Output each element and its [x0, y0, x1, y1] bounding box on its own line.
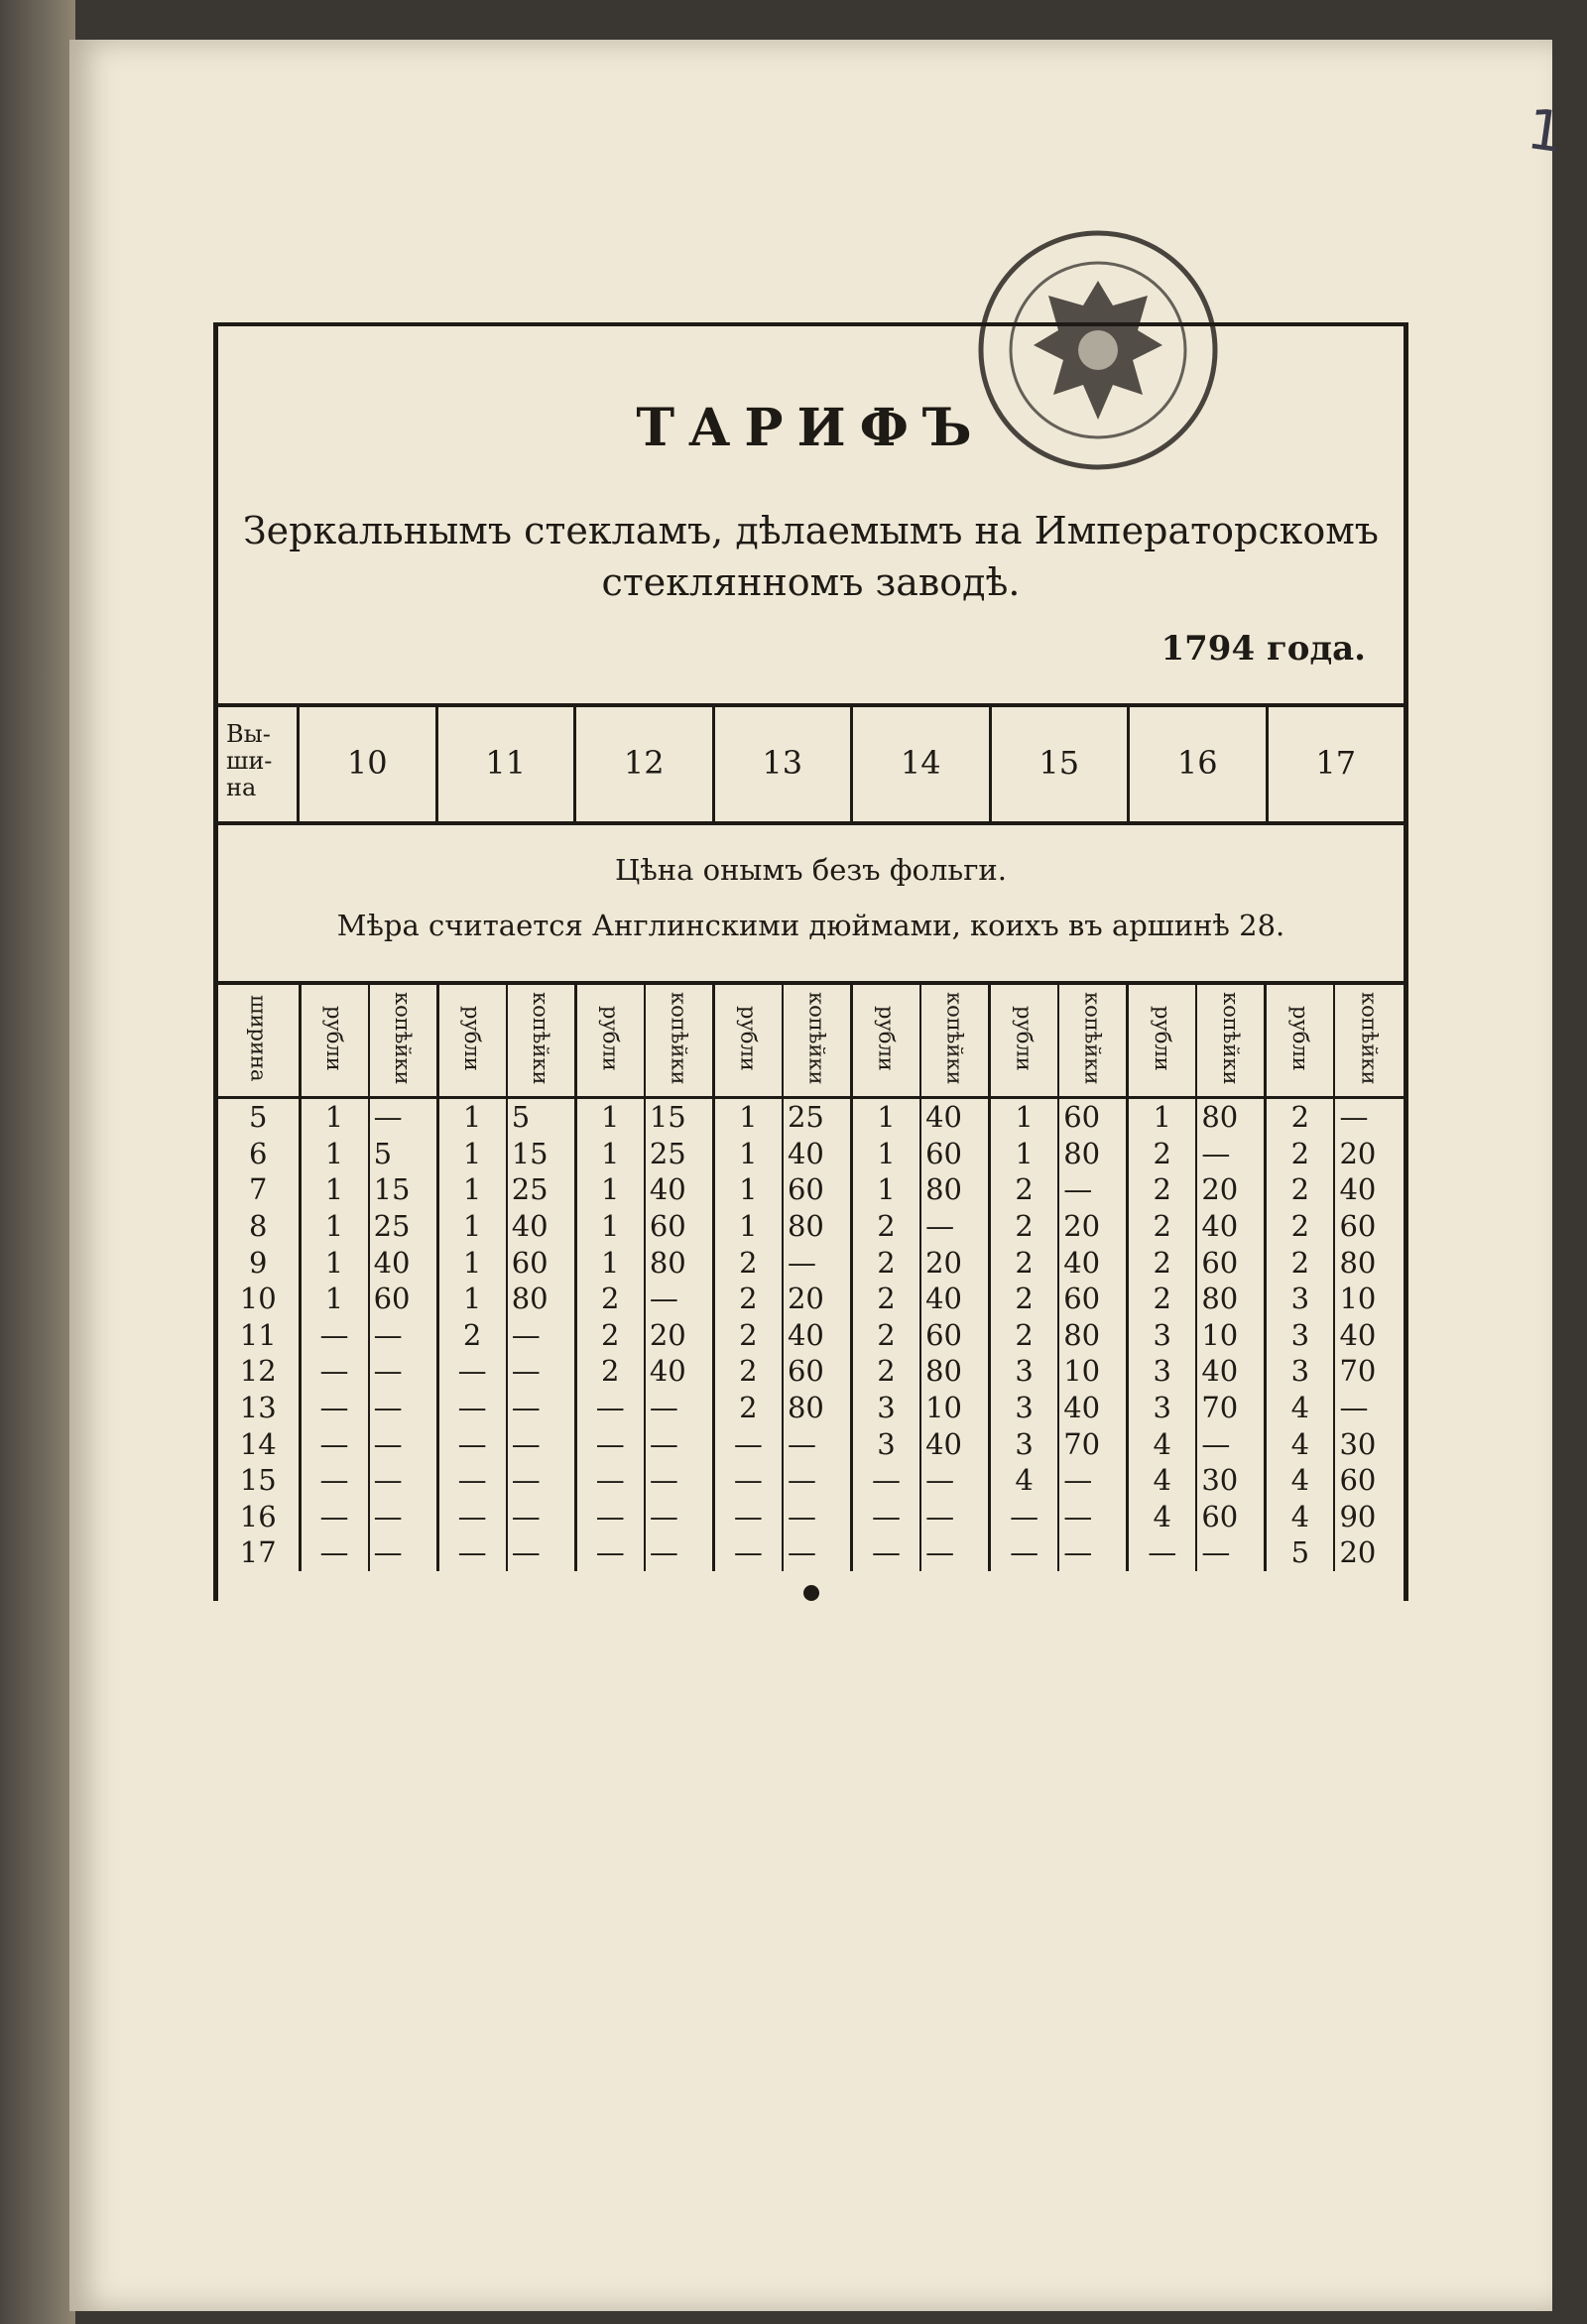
kopecks-header-label: копѣйки	[1218, 991, 1243, 1085]
kopecks-cell: 15	[645, 1098, 714, 1136]
kopecks-cell: 20	[645, 1317, 714, 1354]
rubles-cell: 4	[1266, 1390, 1335, 1426]
kopecks-cell: —	[1334, 1098, 1404, 1136]
rubles-cell: 1	[300, 1171, 369, 1208]
rubles-cell: 2	[713, 1281, 783, 1317]
kopecks-cell: —	[783, 1462, 852, 1499]
kopecks-header	[507, 985, 576, 1098]
rubles-cell: 1	[713, 1098, 783, 1136]
rubles-cell: 1	[437, 1281, 507, 1317]
width-cell: 14	[239, 1426, 277, 1461]
kopecks-cell: 20	[1196, 1171, 1266, 1208]
rubles-cell: —	[300, 1499, 369, 1535]
width-cell: 6	[249, 1136, 268, 1170]
kopecks-cell: —	[369, 1462, 438, 1499]
rubles-cell: 1	[852, 1136, 921, 1172]
kopecks-cell: 80	[920, 1353, 990, 1390]
rubles-cell: 1	[300, 1281, 369, 1317]
rubles-cell: 2	[575, 1353, 645, 1390]
kopecks-cell: 60	[920, 1136, 990, 1172]
rubles-cell: 4	[1266, 1499, 1335, 1535]
kopecks-header	[920, 985, 990, 1098]
rubles-cell: —	[437, 1425, 507, 1462]
table-row	[218, 1244, 1404, 1281]
kopecks-cell: —	[783, 1534, 852, 1571]
kopecks-cell: 5	[507, 1098, 576, 1136]
rubles-cell: 1	[575, 1171, 645, 1208]
kopecks-cell: —	[1058, 1462, 1128, 1499]
kopecks-cell: 60	[1058, 1281, 1128, 1317]
book-binding-edge	[0, 0, 75, 2324]
kopecks-cell: —	[645, 1390, 714, 1426]
rubles-cell: 2	[852, 1208, 921, 1245]
kopecks-cell: —	[369, 1499, 438, 1535]
rubles-cell: 1	[713, 1208, 783, 1245]
table-row	[218, 1499, 1404, 1535]
width-cell: 12	[239, 1354, 277, 1389]
rubles-cell: 2	[437, 1317, 507, 1354]
kopecks-cell: 40	[1334, 1317, 1404, 1354]
kopecks-cell: 60	[1334, 1208, 1404, 1245]
kopecks-cell: —	[507, 1462, 576, 1499]
width-cell: 5	[249, 1100, 268, 1135]
kopecks-header-label: копѣйки	[391, 991, 416, 1085]
width-cell: 8	[249, 1209, 268, 1244]
kopecks-cell: 80	[783, 1390, 852, 1426]
kopecks-cell: 40	[645, 1353, 714, 1390]
kopecks-cell: —	[920, 1534, 990, 1571]
rubles-cell: 3	[852, 1390, 921, 1426]
kopecks-cell: 60	[783, 1171, 852, 1208]
kopecks-cell: —	[507, 1390, 576, 1426]
rubles-cell: —	[300, 1390, 369, 1426]
rubles-cell: 4	[1128, 1499, 1197, 1535]
kopecks-header-label: копѣйки	[529, 991, 553, 1085]
kopecks-cell: 40	[1196, 1353, 1266, 1390]
price-table	[218, 981, 1404, 1571]
rubles-cell: 4	[990, 1462, 1059, 1499]
rubles-header	[852, 985, 921, 1098]
height-cell: 10	[300, 707, 438, 821]
tariff-frame	[213, 322, 1408, 1601]
rubles-cell: 2	[852, 1244, 921, 1281]
rubles-cell: 2	[1128, 1244, 1197, 1281]
rubles-cell: —	[300, 1462, 369, 1499]
kopecks-header-label: копѣйки	[1080, 991, 1105, 1085]
rubles-header	[300, 985, 369, 1098]
kopecks-cell: 25	[369, 1208, 438, 1245]
kopecks-cell: 40	[783, 1317, 852, 1354]
rubles-cell: 2	[990, 1244, 1059, 1281]
rubles-header	[713, 985, 783, 1098]
rubles-cell: —	[575, 1425, 645, 1462]
kopecks-header	[369, 985, 438, 1098]
kopecks-cell: 20	[1058, 1208, 1128, 1245]
rubles-cell: 2	[1128, 1171, 1197, 1208]
kopecks-cell: —	[507, 1317, 576, 1354]
kopecks-cell: 60	[645, 1208, 714, 1245]
rubles-cell: 2	[1266, 1208, 1335, 1245]
kopecks-cell: —	[783, 1244, 852, 1281]
kopecks-cell: —	[645, 1462, 714, 1499]
rubles-header	[1128, 985, 1197, 1098]
rubles-cell: —	[852, 1499, 921, 1535]
kopecks-cell: 80	[645, 1244, 714, 1281]
rubles-cell: 2	[1128, 1208, 1197, 1245]
rubles-cell: 2	[713, 1390, 783, 1426]
rubles-cell: 1	[990, 1136, 1059, 1172]
table-row	[218, 1534, 1404, 1571]
rubles-cell: —	[300, 1317, 369, 1354]
rubles-cell: 2	[1128, 1281, 1197, 1317]
rubles-cell: 2	[990, 1281, 1059, 1317]
kopecks-cell: 40	[507, 1208, 576, 1245]
rubles-cell: 1	[300, 1098, 369, 1136]
kopecks-header	[1334, 985, 1404, 1098]
kopecks-cell: 80	[1196, 1098, 1266, 1136]
kopecks-cell: 40	[1196, 1208, 1266, 1245]
rubles-cell: —	[300, 1425, 369, 1462]
notes-block	[218, 842, 1404, 953]
kopecks-cell: —	[507, 1353, 576, 1390]
rubles-cell: 2	[1266, 1171, 1335, 1208]
rubles-cell: 2	[990, 1208, 1059, 1245]
table-row	[218, 1425, 1404, 1462]
rubles-cell: 1	[1128, 1098, 1197, 1136]
rubles-header-label: рубли	[874, 1005, 899, 1071]
rubles-cell: 4	[1266, 1462, 1335, 1499]
rubles-cell: —	[990, 1499, 1059, 1535]
kopecks-cell: 15	[507, 1136, 576, 1172]
height-cell: 17	[1315, 744, 1357, 782]
kopecks-header-label: копѣйки	[1357, 991, 1382, 1085]
rubles-cell: 2	[852, 1353, 921, 1390]
table-row	[218, 1281, 1404, 1317]
kopecks-cell: —	[1334, 1390, 1404, 1426]
kopecks-cell: —	[369, 1098, 438, 1136]
width-cell: 15	[239, 1463, 277, 1498]
rubles-cell: 1	[437, 1244, 507, 1281]
rubles-cell: —	[437, 1534, 507, 1571]
height-label: Вы-ши-на	[218, 707, 300, 821]
rubles-cell: 3	[990, 1390, 1059, 1426]
year-label: 1794 года.	[1160, 629, 1366, 669]
width-cell: 16	[239, 1499, 277, 1533]
rubles-cell: —	[437, 1390, 507, 1426]
rubles-header-label: рубли	[1150, 1005, 1174, 1071]
kopecks-header	[1196, 985, 1266, 1098]
kopecks-cell: —	[783, 1499, 852, 1535]
rubles-cell: 1	[990, 1098, 1059, 1136]
rubles-cell: 1	[852, 1171, 921, 1208]
kopecks-cell: 80	[920, 1171, 990, 1208]
rubles-cell: —	[713, 1499, 783, 1535]
rubles-cell: —	[300, 1353, 369, 1390]
height-cell: 11	[438, 707, 577, 821]
rubles-cell: —	[852, 1534, 921, 1571]
rubles-cell: 3	[1128, 1317, 1197, 1354]
kopecks-cell: 25	[507, 1171, 576, 1208]
kopecks-cell: 20	[1334, 1136, 1404, 1172]
kopecks-cell: 60	[507, 1244, 576, 1281]
rubles-cell: 2	[713, 1244, 783, 1281]
rubles-cell: 2	[713, 1317, 783, 1354]
kopecks-cell: 20	[783, 1281, 852, 1317]
kopecks-cell: —	[1058, 1499, 1128, 1535]
printer-dot	[803, 1585, 819, 1601]
rubles-cell: —	[1128, 1534, 1197, 1571]
kopecks-cell: 20	[920, 1244, 990, 1281]
kopecks-cell: 10	[1196, 1317, 1266, 1354]
rubles-cell: —	[713, 1462, 783, 1499]
kopecks-cell: 70	[1058, 1425, 1128, 1462]
width-cell: 7	[249, 1172, 268, 1207]
kopecks-cell: —	[507, 1499, 576, 1535]
kopecks-cell: —	[369, 1317, 438, 1354]
folio-number: 1	[1523, 96, 1567, 167]
width-cell: 9	[249, 1245, 268, 1280]
rubles-cell: 1	[575, 1136, 645, 1172]
rubles-cell: —	[437, 1462, 507, 1499]
kopecks-cell: 25	[645, 1136, 714, 1172]
kopecks-cell: —	[1196, 1425, 1266, 1462]
rubles-cell: 3	[1128, 1353, 1197, 1390]
rubles-cell: 3	[1266, 1353, 1335, 1390]
kopecks-cell: 40	[1058, 1244, 1128, 1281]
kopecks-header-label: копѣйки	[804, 991, 829, 1085]
rubles-cell: 2	[1266, 1098, 1335, 1136]
rubles-cell: 1	[300, 1244, 369, 1281]
kopecks-cell: —	[645, 1534, 714, 1571]
kopecks-cell: 70	[1196, 1390, 1266, 1426]
height-cell: 15	[992, 707, 1131, 821]
rubles-cell: 2	[1266, 1136, 1335, 1172]
rubles-cell: 1	[575, 1098, 645, 1136]
kopecks-cell: —	[645, 1281, 714, 1317]
kopecks-cell: 70	[1334, 1353, 1404, 1390]
kopecks-cell: —	[783, 1425, 852, 1462]
rubles-header	[575, 985, 645, 1098]
kopecks-cell: —	[369, 1534, 438, 1571]
rubles-cell: —	[437, 1499, 507, 1535]
width-cell: 10	[239, 1282, 277, 1316]
table-row	[218, 1390, 1404, 1426]
rubles-cell: 2	[990, 1317, 1059, 1354]
rubles-cell: —	[852, 1462, 921, 1499]
rubles-cell: 1	[575, 1208, 645, 1245]
table-row	[218, 1208, 1404, 1245]
rubles-cell: 3	[990, 1425, 1059, 1462]
kopecks-cell: 40	[1058, 1390, 1128, 1426]
rubles-cell: 3	[990, 1353, 1059, 1390]
rubles-cell: 1	[713, 1171, 783, 1208]
rubles-cell: 3	[852, 1425, 921, 1462]
note-measure: Мѣра считается Англинскими дюймами, коихъ въ аршинѣ 28.	[336, 909, 1285, 942]
rubles-header-label: рубли	[460, 1005, 485, 1071]
page-title: ТАРИФЪ	[636, 398, 986, 458]
rubles-cell: 1	[437, 1136, 507, 1172]
kopecks-cell: 80	[1334, 1244, 1404, 1281]
kopecks-cell: —	[645, 1425, 714, 1462]
rubles-cell: 2	[575, 1281, 645, 1317]
rubles-cell: —	[990, 1534, 1059, 1571]
kopecks-cell: 5	[369, 1136, 438, 1172]
kopecks-cell: 80	[507, 1281, 576, 1317]
kopecks-cell: —	[369, 1390, 438, 1426]
rubles-cell: 3	[1128, 1390, 1197, 1426]
rubles-cell: 4	[1128, 1425, 1197, 1462]
kopecks-cell: 40	[783, 1136, 852, 1172]
kopecks-cell: 20	[1334, 1534, 1404, 1571]
rubles-cell: 5	[1266, 1534, 1335, 1571]
rubles-cell: 2	[852, 1281, 921, 1317]
rubles-cell: 2	[1266, 1244, 1335, 1281]
kopecks-cell: 60	[920, 1317, 990, 1354]
kopecks-cell: 40	[920, 1098, 990, 1136]
table-row	[218, 1171, 1404, 1208]
width-header-label: ширина	[246, 994, 271, 1082]
width-header	[218, 985, 300, 1098]
table-row	[218, 1136, 1404, 1172]
table-row	[218, 1317, 1404, 1354]
kopecks-cell: 60	[1196, 1499, 1266, 1535]
kopecks-cell: 60	[1334, 1462, 1404, 1499]
kopecks-cell: —	[1058, 1534, 1128, 1571]
kopecks-cell: —	[645, 1499, 714, 1535]
kopecks-cell: 80	[1196, 1281, 1266, 1317]
rubles-cell: 3	[1266, 1317, 1335, 1354]
rubles-cell: 4	[1266, 1425, 1335, 1462]
price-table-header	[218, 985, 1404, 1098]
rubles-header	[990, 985, 1059, 1098]
rubles-cell: —	[575, 1534, 645, 1571]
note-without-foil: Цѣна онымъ безъ фольги.	[615, 853, 1007, 887]
table-row	[218, 1462, 1404, 1499]
rubles-cell: —	[575, 1390, 645, 1426]
kopecks-cell: 10	[1058, 1353, 1128, 1390]
width-cell: 11	[239, 1317, 277, 1352]
height-cell: 16	[1130, 707, 1269, 821]
kopecks-cell: 25	[783, 1098, 852, 1136]
kopecks-cell: 40	[920, 1281, 990, 1317]
rubles-cell: 2	[713, 1353, 783, 1390]
rubles-cell: 3	[1266, 1281, 1335, 1317]
height-header-row	[218, 703, 1404, 825]
kopecks-header	[783, 985, 852, 1098]
page-subtitle: Зеркальнымъ стекламъ, дѣлаемымъ на Императорскомъ стеклянномъ заводѣ.	[243, 509, 1379, 604]
rubles-header	[437, 985, 507, 1098]
kopecks-cell: 40	[920, 1425, 990, 1462]
rubles-cell: 2	[1128, 1136, 1197, 1172]
rubles-cell: 1	[300, 1136, 369, 1172]
kopecks-cell: —	[507, 1534, 576, 1571]
rubles-cell: —	[300, 1534, 369, 1571]
kopecks-header-label: копѣйки	[667, 991, 691, 1085]
kopecks-cell: 40	[645, 1171, 714, 1208]
kopecks-header	[1058, 985, 1128, 1098]
rubles-cell: —	[575, 1462, 645, 1499]
kopecks-cell: —	[1196, 1534, 1266, 1571]
kopecks-cell: —	[920, 1208, 990, 1245]
rubles-cell: —	[437, 1353, 507, 1390]
rubles-cell: 1	[575, 1244, 645, 1281]
rubles-cell: —	[713, 1534, 783, 1571]
kopecks-cell: —	[369, 1353, 438, 1390]
kopecks-cell: —	[369, 1425, 438, 1462]
height-cell: 12	[576, 707, 715, 821]
kopecks-cell: 30	[1196, 1462, 1266, 1499]
kopecks-cell: 60	[1196, 1244, 1266, 1281]
rubles-header-label: рубли	[1287, 1005, 1312, 1071]
kopecks-cell: 10	[920, 1390, 990, 1426]
rubles-cell: 2	[575, 1317, 645, 1354]
table-row	[218, 1353, 1404, 1390]
kopecks-cell: 60	[783, 1353, 852, 1390]
kopecks-cell: 80	[783, 1208, 852, 1245]
rubles-header-label: рубли	[1012, 1005, 1037, 1071]
width-cell: 17	[239, 1535, 277, 1570]
rubles-header-label: рубли	[736, 1005, 761, 1071]
kopecks-cell: —	[1196, 1136, 1266, 1172]
kopecks-header	[645, 985, 714, 1098]
kopecks-header-label: копѣйки	[942, 991, 967, 1085]
rubles-cell: 1	[852, 1098, 921, 1136]
height-cell: 14	[853, 707, 992, 821]
rubles-cell: 2	[852, 1317, 921, 1354]
kopecks-cell: 60	[1058, 1098, 1128, 1136]
kopecks-cell: 15	[369, 1171, 438, 1208]
rubles-cell: 4	[1128, 1462, 1197, 1499]
rubles-cell: 2	[990, 1171, 1059, 1208]
rubles-cell: 1	[437, 1171, 507, 1208]
kopecks-cell: —	[920, 1462, 990, 1499]
rubles-cell: —	[575, 1499, 645, 1535]
kopecks-cell: 10	[1334, 1281, 1404, 1317]
rubles-header-label: рубли	[322, 1005, 347, 1071]
rubles-header	[1266, 985, 1335, 1098]
kopecks-cell: 30	[1334, 1425, 1404, 1462]
kopecks-cell: 80	[1058, 1136, 1128, 1172]
rubles-cell: 1	[300, 1208, 369, 1245]
table-row	[218, 1098, 1404, 1136]
kopecks-cell: 40	[369, 1244, 438, 1281]
kopecks-cell: 90	[1334, 1499, 1404, 1535]
kopecks-cell: —	[507, 1425, 576, 1462]
kopecks-cell: —	[1058, 1171, 1128, 1208]
height-cell: 13	[715, 707, 854, 821]
rubles-cell: 1	[713, 1136, 783, 1172]
rubles-cell: 1	[437, 1098, 507, 1136]
rubles-cell: 1	[437, 1208, 507, 1245]
kopecks-cell: —	[920, 1499, 990, 1535]
kopecks-cell: 40	[1334, 1171, 1404, 1208]
width-cell: 13	[239, 1391, 277, 1425]
rubles-header-label: рубли	[598, 1005, 623, 1071]
kopecks-cell: 60	[369, 1281, 438, 1317]
rubles-cell: —	[713, 1425, 783, 1462]
kopecks-cell: 80	[1058, 1317, 1128, 1354]
